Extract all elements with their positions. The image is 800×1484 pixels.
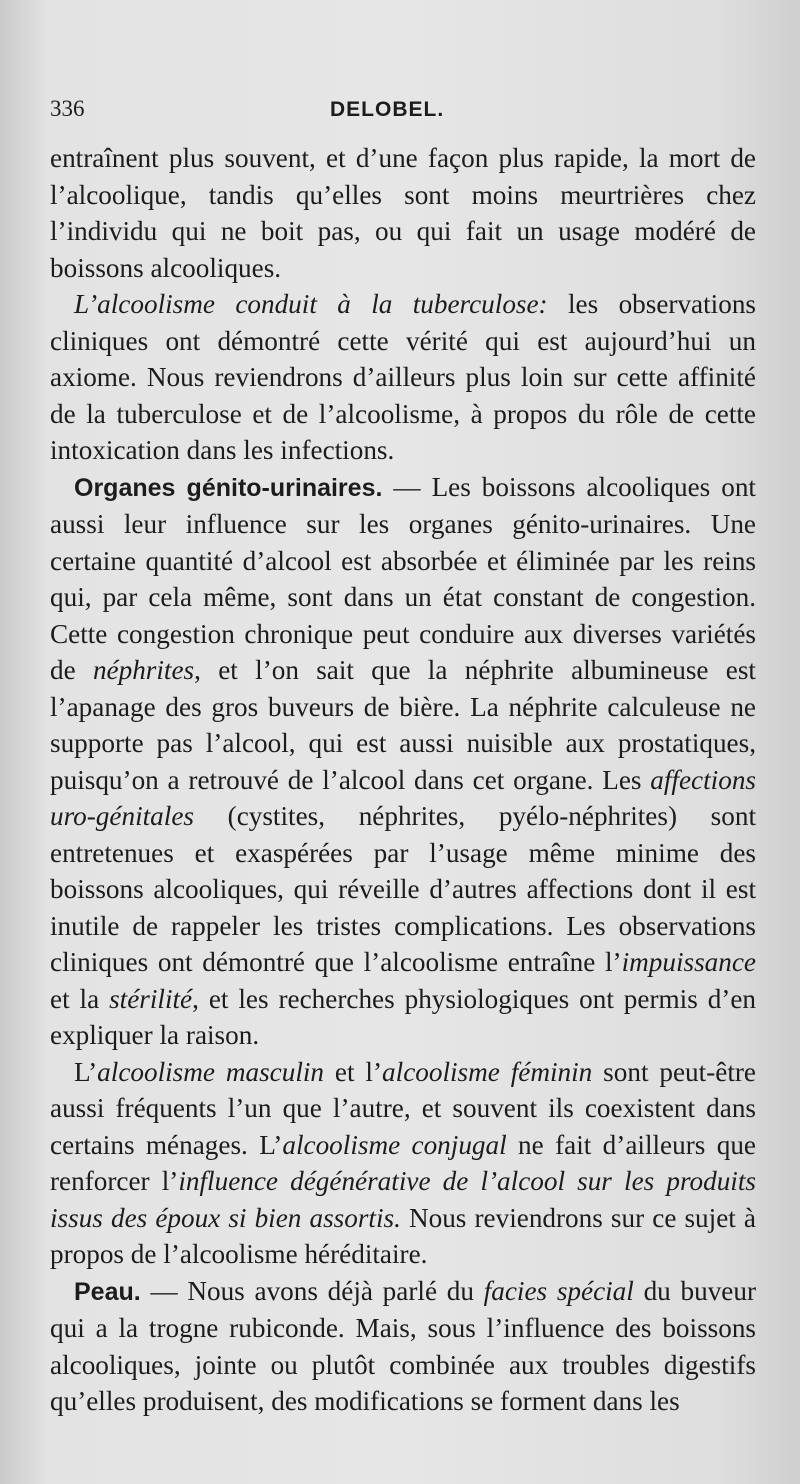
- italic-span: stérilité: [109, 983, 193, 1014]
- italic-span: alcoolisme masculin: [97, 1056, 325, 1087]
- italic-span: alcoolisme féminin: [382, 1056, 593, 1087]
- running-head: [50, 96, 756, 140]
- italic-span: alcoolisme conjugal: [282, 1129, 507, 1160]
- text-span: et l’: [324, 1056, 383, 1087]
- section-heading-skin: Peau.: [74, 1277, 141, 1306]
- text-span: (cystites, néphrites, pyélo-néphrites) sont entretenues et exaspérées par l’usage même minime des boissons alcooliques, qui réveille d’autres affections dont il est inutile de rappeler les tristes complications. Les observations cliniques ont démontré que l’alcoolisme entraîne l’: [50, 801, 756, 977]
- italic-span: impuissance: [621, 947, 756, 977]
- italic-span: facies spécial: [483, 1275, 634, 1306]
- page-number: 336: [50, 96, 85, 121]
- text-span: entraînent plus souvent, et d’une façon plus rapide, la mort de l’alcoolique, tandis qu’elles sont moins meurtrières chez l’individu qui ne boit pas, ou qui fait un usage modéré de boissons alcooliques.: [50, 143, 756, 283]
- section-heading-genito-urinary: Organes génito-urinaires.: [74, 473, 383, 502]
- paragraph-genito-urinary: [50, 469, 756, 1054]
- text-span: sont peut-être aussi fréquents l’un que l’autre, et souvent ils coexistent dans certains ménages. L’: [50, 1056, 756, 1160]
- text-span: — Nous avons déjà parlé du: [140, 1275, 484, 1306]
- running-title: DELOBEL.: [330, 98, 445, 121]
- paragraph-skin: [50, 1273, 756, 1420]
- text-span: L’: [74, 1056, 98, 1087]
- text-span: du buveur qui a la trogne rubiconde. Mais, sous l’influence des boissons alcooliques, jointe ou plutôt combinée aux troubles digestifs qu’elles produisent, des modifications se forment dans les: [50, 1275, 756, 1416]
- italic-span: néphrites: [92, 655, 195, 685]
- body-text: [50, 140, 756, 1420]
- italic-span: affections uro-génitales: [50, 764, 756, 831]
- text-span: et la: [50, 983, 110, 1014]
- text-span: Nous reviendrons sur ce sujet à propos de l’alcoolisme héréditaire.: [50, 1202, 756, 1269]
- text-span: — Les boissons alcooliques ont aussi leur influence sur les organes génito-urinaires. Une certaine quantité d’alcool est absorbée et éliminée par les reins qui, par cela même, sont dans un état constant de congestion. Cette congestion chronique peut conduire aux diverses variétés de: [50, 471, 756, 685]
- text-span: ne fait d’ailleurs que renforcer l’: [50, 1129, 756, 1196]
- text-span: les observations cliniques ont démontré cette vérité qui est aujourd’hui un axiome. Nous reviendrons d’ailleurs plus loin sur cette affinité de la tuberculose et de l’alcoolisme, à propos du rôle de cette intoxication dans les infections.: [50, 289, 756, 465]
- paragraph-alcoholic-mortality: [50, 140, 756, 286]
- paragraph-tuberculosis: [50, 286, 756, 469]
- text-span: , et l’on sait que la néphrite albumineuse est l’apanage des gros buveurs de bière. La néphrite calculeuse ne supporte pas l’alcool, qui est aussi nuisible aux prostatiques, puisqu’on a retrouvé de l’alcool dans cet organe. Les: [50, 655, 756, 795]
- italic-span: influence dégénérative de l’alcool sur les produits issus des époux si bien assortis.: [50, 1166, 756, 1233]
- italic-span: L’alcoolisme conduit à la tuberculose:: [74, 289, 548, 319]
- text-span: , et les recherches physiologiques ont permis d’en expliquer la raison.: [50, 983, 756, 1050]
- paragraph-conjugal-alcoholism: [50, 1054, 756, 1273]
